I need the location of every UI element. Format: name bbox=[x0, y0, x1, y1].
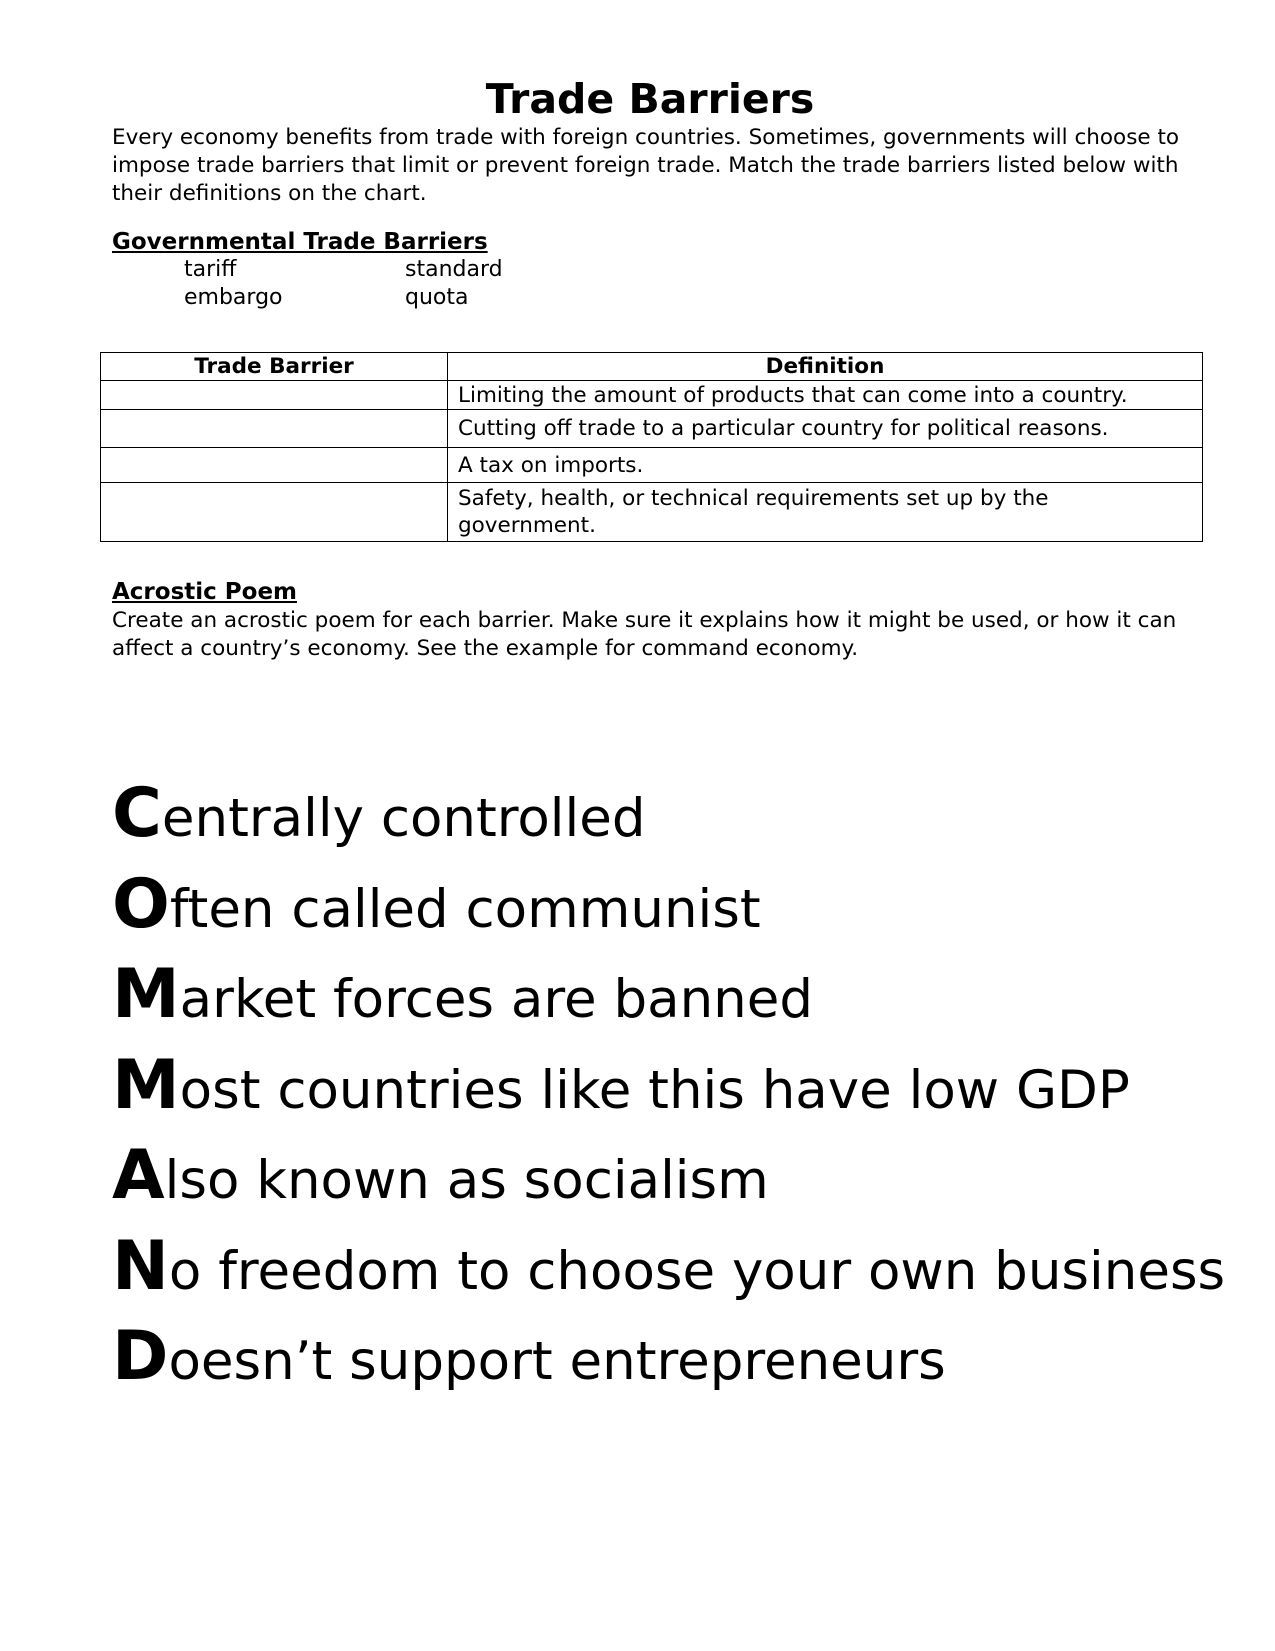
chart-row bbox=[101, 483, 1203, 542]
barrier-word-embargo: embargo bbox=[184, 285, 283, 310]
poem-line bbox=[112, 1046, 1272, 1137]
chart-row bbox=[101, 381, 1203, 410]
poem-initial-letter: N bbox=[112, 1226, 169, 1306]
chart-header-definition: Definition bbox=[448, 353, 1203, 381]
chart-row bbox=[101, 448, 1203, 483]
poem-line-text: entrally controlled bbox=[161, 788, 646, 849]
poem-line bbox=[112, 865, 1272, 956]
poem-line-text: lso known as socialism bbox=[164, 1150, 769, 1211]
barrier-word-tariff: tariff bbox=[184, 257, 237, 282]
chart-row bbox=[101, 410, 1203, 448]
page-title: Trade Barriers bbox=[485, 75, 815, 123]
barrier-answer-cell[interactable] bbox=[101, 448, 448, 483]
poem-initial-letter: M bbox=[112, 1045, 180, 1125]
poem-initial-letter: C bbox=[112, 774, 162, 853]
intro-paragraph: Every economy benefits from trade with foreign countries. Sometimes, governments will choose to impose trade barriers that limit or prevent foreign trade. Match the trade barriers listed below with their definitions on the chart. bbox=[112, 125, 1180, 206]
barrier-word-standard: standard bbox=[405, 257, 503, 282]
barrier-answer-cell[interactable] bbox=[101, 381, 448, 410]
poem-line bbox=[112, 1317, 1272, 1408]
chart-header-barrier: Trade Barrier bbox=[101, 353, 448, 381]
poem-line-text: ften called communist bbox=[169, 878, 761, 940]
definition-cell: A tax on imports. bbox=[448, 448, 1203, 483]
definition-cell: Limiting the amount of products that can come into a country. bbox=[448, 381, 1203, 410]
poem-initial-letter: D bbox=[112, 1317, 169, 1396]
definition-cell: Cutting off trade to a particular country for political reasons. bbox=[448, 410, 1203, 448]
poem-heading: Acrostic Poem bbox=[112, 579, 298, 605]
poem-line bbox=[112, 955, 1272, 1046]
poem-line bbox=[112, 1227, 1272, 1318]
poem-line bbox=[112, 1136, 1272, 1227]
barrier-word-quota: quota bbox=[405, 285, 469, 310]
chart-header-row bbox=[101, 353, 1203, 381]
barriers-heading: Governmental Trade Barriers bbox=[112, 229, 488, 255]
poem-line-text: ost countries like this have low GDP bbox=[179, 1059, 1130, 1121]
poem-line-text: arket forces are banned bbox=[179, 969, 814, 1030]
poem-line-text: oesn’t support entrepreneurs bbox=[168, 1331, 946, 1392]
poem-initial-letter: M bbox=[112, 955, 180, 1034]
barrier-answer-cell[interactable] bbox=[101, 410, 448, 448]
matching-chart bbox=[100, 352, 1203, 542]
definition-cell: Safety, health, or technical requirements set up by the government. bbox=[448, 483, 1203, 542]
poem-initial-letter: A bbox=[112, 1136, 165, 1215]
acrostic-poem-example bbox=[112, 774, 1272, 1408]
poem-initial-letter: O bbox=[112, 864, 170, 944]
poem-line-text: o freedom to choose your own business bbox=[168, 1240, 1226, 1302]
barrier-answer-cell[interactable] bbox=[101, 483, 448, 542]
poem-line bbox=[112, 774, 1272, 865]
poem-instructions: Create an acrostic poem for each barrier. Make sure it explains how it might be used, or how it can affect a country’s economy. See the example for command economy. bbox=[112, 608, 1177, 661]
